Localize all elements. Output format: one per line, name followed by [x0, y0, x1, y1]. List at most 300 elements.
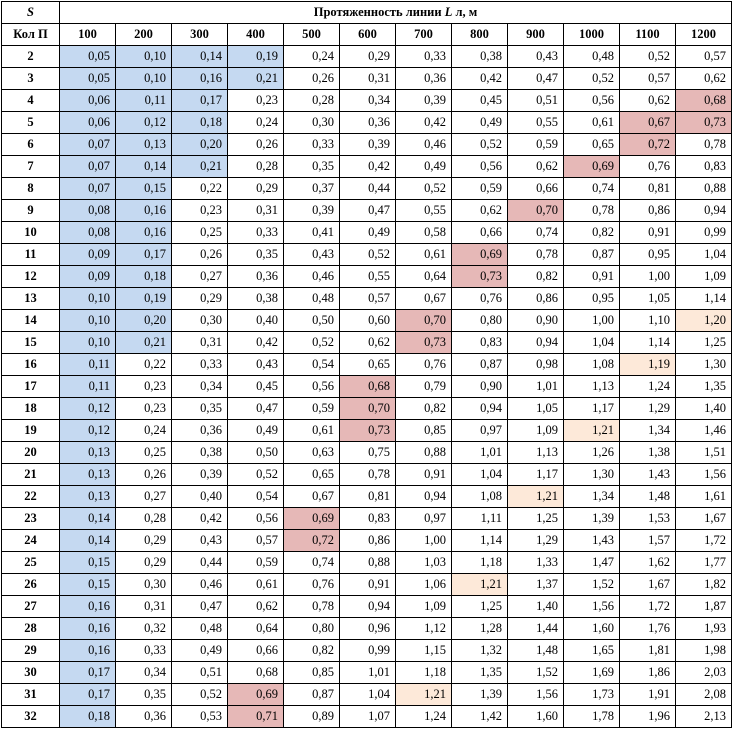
- value-cell: 0,94: [340, 596, 396, 618]
- value-cell: 0,49: [452, 112, 508, 134]
- value-cell: 0,56: [228, 508, 284, 530]
- value-cell: 0,15: [60, 574, 116, 596]
- value-cell: 0,08: [60, 222, 116, 244]
- value-cell: 1,29: [620, 398, 676, 420]
- value-cell: 1,34: [620, 420, 676, 442]
- row-label-cell: 29: [2, 640, 60, 662]
- row-label-cell: 7: [2, 156, 60, 178]
- value-cell: 0,46: [284, 266, 340, 288]
- value-cell: 0,35: [172, 398, 228, 420]
- value-cell: 0,91: [340, 574, 396, 596]
- value-cell: 0,13: [60, 442, 116, 464]
- value-cell: 1,00: [564, 310, 620, 332]
- value-cell: 0,36: [340, 112, 396, 134]
- table-row: [2, 464, 732, 486]
- value-cell: 1,43: [620, 464, 676, 486]
- value-cell: 1,08: [452, 486, 508, 508]
- value-cell: 0,33: [116, 640, 172, 662]
- value-cell: 0,62: [676, 68, 732, 90]
- value-cell: 0,72: [620, 134, 676, 156]
- value-cell: 1,10: [620, 310, 676, 332]
- value-cell: 0,97: [452, 420, 508, 442]
- row-label-header: Кол П: [2, 24, 60, 46]
- value-cell: 0,70: [396, 310, 452, 332]
- value-cell: 0,62: [620, 90, 676, 112]
- value-cell: 1,01: [452, 442, 508, 464]
- value-cell: 0,52: [340, 244, 396, 266]
- value-cell: 0,13: [60, 464, 116, 486]
- value-cell: 0,43: [508, 46, 564, 68]
- value-cell: 0,46: [172, 574, 228, 596]
- row-label-cell: 9: [2, 200, 60, 222]
- row-label-cell: 15: [2, 332, 60, 354]
- value-cell: 1,03: [396, 552, 452, 574]
- value-cell: 0,41: [284, 222, 340, 244]
- column-header: 1000: [564, 24, 620, 46]
- value-cell: 1,21: [564, 420, 620, 442]
- value-cell: 1,60: [508, 706, 564, 728]
- value-cell: 1,48: [620, 486, 676, 508]
- value-cell: 0,23: [116, 376, 172, 398]
- value-cell: 1,98: [676, 640, 732, 662]
- value-cell: 0,59: [452, 178, 508, 200]
- value-cell: 0,15: [60, 552, 116, 574]
- value-cell: 0,74: [284, 552, 340, 574]
- value-cell: 0,64: [396, 266, 452, 288]
- value-cell: 0,45: [228, 376, 284, 398]
- value-cell: 1,38: [620, 442, 676, 464]
- value-cell: 0,33: [396, 46, 452, 68]
- value-cell: 1,87: [676, 596, 732, 618]
- value-cell: 0,52: [396, 178, 452, 200]
- value-cell: 0,16: [172, 68, 228, 90]
- value-cell: 1,43: [564, 530, 620, 552]
- value-cell: 0,16: [60, 618, 116, 640]
- value-cell: 0,49: [172, 640, 228, 662]
- value-cell: 0,12: [116, 112, 172, 134]
- value-cell: 0,87: [284, 684, 340, 706]
- value-cell: 0,47: [228, 398, 284, 420]
- row-label-cell: 22: [2, 486, 60, 508]
- value-cell: 0,10: [116, 46, 172, 68]
- value-cell: 1,08: [564, 354, 620, 376]
- value-cell: 0,49: [396, 156, 452, 178]
- value-cell: 0,31: [172, 332, 228, 354]
- value-cell: 0,42: [396, 112, 452, 134]
- value-cell: 0,88: [340, 552, 396, 574]
- value-cell: 0,95: [564, 288, 620, 310]
- value-cell: 0,59: [508, 134, 564, 156]
- value-cell: 0,37: [284, 178, 340, 200]
- value-cell: 1,11: [452, 508, 508, 530]
- row-label-cell: 32: [2, 706, 60, 728]
- value-cell: 0,78: [676, 134, 732, 156]
- value-cell: 0,61: [564, 112, 620, 134]
- value-cell: 1,72: [676, 530, 732, 552]
- value-cell: 0,86: [508, 288, 564, 310]
- value-cell: 0,17: [172, 90, 228, 112]
- value-cell: 0,25: [116, 442, 172, 464]
- value-cell: 0,08: [60, 200, 116, 222]
- value-cell: 0,62: [228, 596, 284, 618]
- value-cell: 0,82: [508, 266, 564, 288]
- value-cell: 0,47: [340, 200, 396, 222]
- row-label-cell: 13: [2, 288, 60, 310]
- column-header: 900: [508, 24, 564, 46]
- row-label-cell: 16: [2, 354, 60, 376]
- value-cell: 0,51: [172, 662, 228, 684]
- value-cell: 0,51: [508, 90, 564, 112]
- value-cell: 0,14: [60, 530, 116, 552]
- value-cell: 0,25: [172, 222, 228, 244]
- value-cell: 0,09: [60, 244, 116, 266]
- value-cell: 0,23: [228, 90, 284, 112]
- value-cell: 0,26: [284, 68, 340, 90]
- value-cell: 1,77: [676, 552, 732, 574]
- value-cell: 1,78: [564, 706, 620, 728]
- value-cell: 0,87: [564, 244, 620, 266]
- value-cell: 1,24: [396, 706, 452, 728]
- table-row: [2, 640, 732, 662]
- value-cell: 0,56: [284, 376, 340, 398]
- value-cell: 0,52: [452, 134, 508, 156]
- value-cell: 0,33: [228, 222, 284, 244]
- value-cell: 0,21: [228, 68, 284, 90]
- value-cell: 0,78: [564, 200, 620, 222]
- value-cell: 0,57: [676, 46, 732, 68]
- row-label-cell: 3: [2, 68, 60, 90]
- value-cell: 0,38: [172, 442, 228, 464]
- value-cell: 0,39: [340, 134, 396, 156]
- value-cell: 0,54: [284, 354, 340, 376]
- table-row: [2, 398, 732, 420]
- value-cell: 1,72: [620, 596, 676, 618]
- table-row: [2, 442, 732, 464]
- value-cell: 1,14: [452, 530, 508, 552]
- value-cell: 1,28: [452, 618, 508, 640]
- row-label-cell: 23: [2, 508, 60, 530]
- value-cell: 0,69: [284, 508, 340, 530]
- column-header: 300: [172, 24, 228, 46]
- value-cell: 0,79: [396, 376, 452, 398]
- value-cell: 0,34: [116, 662, 172, 684]
- value-cell: 0,43: [172, 530, 228, 552]
- table-row: [2, 486, 732, 508]
- column-header: 1200: [676, 24, 732, 46]
- value-cell: 0,73: [676, 112, 732, 134]
- table-row: [2, 178, 732, 200]
- value-cell: 1,06: [396, 574, 452, 596]
- value-cell: 0,11: [60, 376, 116, 398]
- table-row: [2, 376, 732, 398]
- value-cell: 0,42: [340, 156, 396, 178]
- value-cell: 0,55: [508, 112, 564, 134]
- row-label-cell: 5: [2, 112, 60, 134]
- value-cell: 0,61: [284, 420, 340, 442]
- value-cell: 0,28: [284, 90, 340, 112]
- value-cell: 1,12: [396, 618, 452, 640]
- value-cell: 0,82: [396, 398, 452, 420]
- value-cell: 1,29: [508, 530, 564, 552]
- value-cell: 0,81: [340, 486, 396, 508]
- value-cell: 0,74: [564, 178, 620, 200]
- row-label-cell: 18: [2, 398, 60, 420]
- value-cell: 0,11: [60, 354, 116, 376]
- value-cell: 1,51: [676, 442, 732, 464]
- value-cell: 0,89: [284, 706, 340, 728]
- value-cell: 0,48: [284, 288, 340, 310]
- value-cell: 0,76: [284, 574, 340, 596]
- value-cell: 0,48: [172, 618, 228, 640]
- value-cell: 0,44: [340, 178, 396, 200]
- value-cell: 1,33: [508, 552, 564, 574]
- value-cell: 0,26: [116, 464, 172, 486]
- table-row: [2, 46, 732, 68]
- value-cell: 0,12: [60, 398, 116, 420]
- value-cell: 0,49: [340, 222, 396, 244]
- value-cell: 0,24: [116, 420, 172, 442]
- value-cell: 0,29: [340, 46, 396, 68]
- table-row: [2, 662, 732, 684]
- value-cell: 0,40: [172, 486, 228, 508]
- value-cell: 1,48: [508, 640, 564, 662]
- value-cell: 1,09: [396, 596, 452, 618]
- value-cell: 1,00: [620, 266, 676, 288]
- value-cell: 0,05: [60, 68, 116, 90]
- value-cell: 0,36: [396, 68, 452, 90]
- value-cell: 0,78: [508, 244, 564, 266]
- value-cell: 0,72: [284, 530, 340, 552]
- row-label-cell: 4: [2, 90, 60, 112]
- value-cell: 1,73: [564, 684, 620, 706]
- value-cell: 0,70: [508, 200, 564, 222]
- value-cell: 0,24: [228, 112, 284, 134]
- value-cell: 0,13: [60, 486, 116, 508]
- row-label-cell: 12: [2, 266, 60, 288]
- value-cell: 1,30: [676, 354, 732, 376]
- value-cell: 1,52: [564, 574, 620, 596]
- value-cell: 0,59: [228, 552, 284, 574]
- value-cell: 0,58: [396, 222, 452, 244]
- value-cell: 0,55: [396, 200, 452, 222]
- value-cell: 1,57: [620, 530, 676, 552]
- value-cell: 1,09: [676, 266, 732, 288]
- value-cell: 0,10: [60, 288, 116, 310]
- value-cell: 0,88: [676, 178, 732, 200]
- row-label-cell: 30: [2, 662, 60, 684]
- value-cell: 0,35: [228, 244, 284, 266]
- table-row: [2, 420, 732, 442]
- table-row: [2, 684, 732, 706]
- value-cell: 0,52: [172, 684, 228, 706]
- row-label-cell: 19: [2, 420, 60, 442]
- value-cell: 0,16: [116, 222, 172, 244]
- value-cell: 1,96: [620, 706, 676, 728]
- s-header-cell: S: [2, 2, 60, 24]
- value-cell: 1,20: [676, 310, 732, 332]
- value-cell: 0,99: [340, 640, 396, 662]
- value-cell: 1,07: [340, 706, 396, 728]
- value-cell: 0,76: [396, 354, 452, 376]
- value-cell: 0,65: [284, 464, 340, 486]
- value-cell: 0,34: [172, 376, 228, 398]
- value-cell: 0,06: [60, 90, 116, 112]
- value-cell: 0,94: [396, 486, 452, 508]
- value-cell: 2,08: [676, 684, 732, 706]
- table-row: [2, 134, 732, 156]
- value-cell: 1,18: [452, 552, 508, 574]
- value-cell: 0,29: [228, 178, 284, 200]
- column-header: 1100: [620, 24, 676, 46]
- table-body: [2, 46, 732, 728]
- value-cell: 2,13: [676, 706, 732, 728]
- value-cell: 0,43: [284, 244, 340, 266]
- value-cell: 0,06: [60, 112, 116, 134]
- value-cell: 0,26: [228, 134, 284, 156]
- value-cell: 0,36: [228, 266, 284, 288]
- value-cell: 0,46: [396, 134, 452, 156]
- value-cell: 0,62: [508, 156, 564, 178]
- value-cell: 0,35: [116, 684, 172, 706]
- value-cell: 0,99: [676, 222, 732, 244]
- value-cell: 0,23: [116, 398, 172, 420]
- value-cell: 0,12: [60, 420, 116, 442]
- value-cell: 0,52: [228, 464, 284, 486]
- column-header: 500: [284, 24, 340, 46]
- value-cell: 0,10: [60, 310, 116, 332]
- row-label-cell: 8: [2, 178, 60, 200]
- value-cell: 0,10: [60, 332, 116, 354]
- value-cell: 1,01: [508, 376, 564, 398]
- value-cell: 1,04: [676, 244, 732, 266]
- value-cell: 0,90: [452, 376, 508, 398]
- value-cell: 1,39: [564, 508, 620, 530]
- value-cell: 0,40: [228, 310, 284, 332]
- value-cell: 0,57: [620, 68, 676, 90]
- value-cell: 0,56: [564, 90, 620, 112]
- value-cell: 0,17: [60, 684, 116, 706]
- value-cell: 0,11: [116, 90, 172, 112]
- value-cell: 0,66: [508, 178, 564, 200]
- value-cell: 0,31: [228, 200, 284, 222]
- row-label-cell: 17: [2, 376, 60, 398]
- table-row: [2, 68, 732, 90]
- value-cell: 0,56: [452, 156, 508, 178]
- table-row: [2, 112, 732, 134]
- value-cell: 0,42: [452, 68, 508, 90]
- value-cell: 0,83: [452, 332, 508, 354]
- row-label-cell: 31: [2, 684, 60, 706]
- value-cell: 0,69: [564, 156, 620, 178]
- value-cell: 0,90: [508, 310, 564, 332]
- value-cell: 0,10: [116, 68, 172, 90]
- table-row: [2, 288, 732, 310]
- value-cell: 0,33: [172, 354, 228, 376]
- value-cell: 0,29: [116, 552, 172, 574]
- value-cell: 0,97: [396, 508, 452, 530]
- value-cell: 0,73: [396, 332, 452, 354]
- value-cell: 0,91: [620, 222, 676, 244]
- value-cell: 0,18: [60, 706, 116, 728]
- value-cell: 0,52: [284, 332, 340, 354]
- row-label-cell: 21: [2, 464, 60, 486]
- value-cell: 0,45: [452, 90, 508, 112]
- value-cell: 0,53: [172, 706, 228, 728]
- value-cell: 0,68: [340, 376, 396, 398]
- value-cell: 0,91: [396, 464, 452, 486]
- column-header: 700: [396, 24, 452, 46]
- value-cell: 0,31: [116, 596, 172, 618]
- row-label-cell: 27: [2, 596, 60, 618]
- value-cell: 0,50: [228, 442, 284, 464]
- value-cell: 0,18: [116, 266, 172, 288]
- row-label-cell: 28: [2, 618, 60, 640]
- value-cell: 0,59: [284, 398, 340, 420]
- value-cell: 1,65: [564, 640, 620, 662]
- table-row: [2, 552, 732, 574]
- value-cell: 0,09: [60, 266, 116, 288]
- value-cell: 0,50: [284, 310, 340, 332]
- value-cell: 0,65: [564, 134, 620, 156]
- table-row: [2, 222, 732, 244]
- value-cell: 1,19: [620, 354, 676, 376]
- value-cell: 1,05: [508, 398, 564, 420]
- value-cell: 0,70: [340, 398, 396, 420]
- value-cell: 0,20: [116, 310, 172, 332]
- table-row: [2, 596, 732, 618]
- value-cell: 0,55: [340, 266, 396, 288]
- value-cell: 0,78: [284, 596, 340, 618]
- value-cell: 0,21: [172, 156, 228, 178]
- value-cell: 1,13: [564, 376, 620, 398]
- value-cell: 1,82: [676, 574, 732, 596]
- value-cell: 0,29: [116, 530, 172, 552]
- value-cell: 1,05: [620, 288, 676, 310]
- value-cell: 0,14: [60, 508, 116, 530]
- row-label-cell: 14: [2, 310, 60, 332]
- row-label-cell: 24: [2, 530, 60, 552]
- value-cell: 1,52: [508, 662, 564, 684]
- value-cell: 1,01: [340, 662, 396, 684]
- table-row: [2, 200, 732, 222]
- table-row: [2, 530, 732, 552]
- value-cell: 0,32: [116, 618, 172, 640]
- value-cell: 0,18: [172, 112, 228, 134]
- value-cell: 0,28: [116, 508, 172, 530]
- value-cell: 0,61: [396, 244, 452, 266]
- value-cell: 0,23: [172, 200, 228, 222]
- table-row: [2, 244, 732, 266]
- value-cell: 0,68: [228, 662, 284, 684]
- value-cell: 0,75: [340, 442, 396, 464]
- value-cell: 0,67: [284, 486, 340, 508]
- column-header: 600: [340, 24, 396, 46]
- table-row: [2, 90, 732, 112]
- value-cell: 0,82: [284, 640, 340, 662]
- value-cell: 0,14: [172, 46, 228, 68]
- value-cell: 0,60: [340, 310, 396, 332]
- value-cell: 0,95: [620, 244, 676, 266]
- value-cell: 1,32: [452, 640, 508, 662]
- value-cell: 0,31: [340, 68, 396, 90]
- value-cell: 0,27: [172, 266, 228, 288]
- value-cell: 0,19: [228, 46, 284, 68]
- table-row: [2, 332, 732, 354]
- value-cell: 0,52: [620, 46, 676, 68]
- value-cell: 0,73: [340, 420, 396, 442]
- value-cell: 1,47: [564, 552, 620, 574]
- value-cell: 0,13: [116, 134, 172, 156]
